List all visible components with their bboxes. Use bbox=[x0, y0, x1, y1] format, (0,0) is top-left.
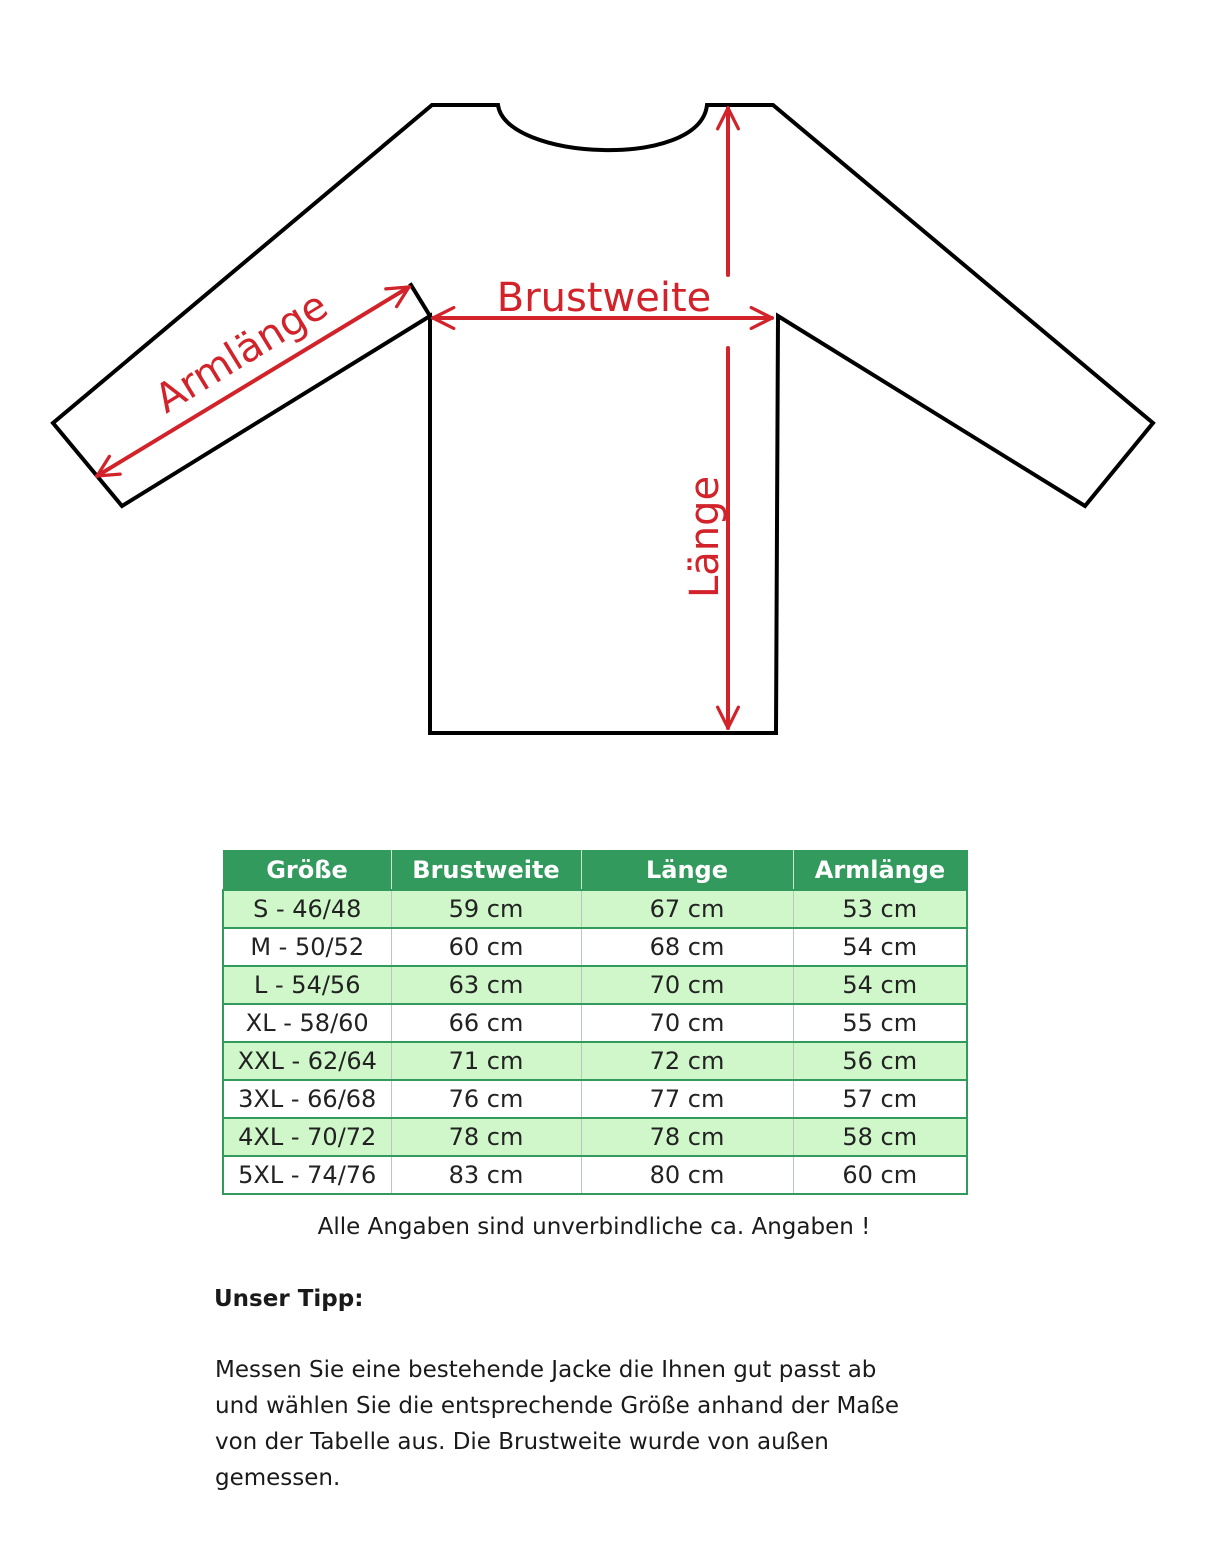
cell-arm-length: 60 cm bbox=[793, 1156, 967, 1194]
header-arm-length: Armlänge bbox=[793, 851, 967, 891]
cell-chest-width: 78 cm bbox=[391, 1118, 581, 1156]
cell-length: 70 cm bbox=[581, 1004, 793, 1042]
measurement-arrows bbox=[97, 108, 772, 728]
table-row bbox=[223, 1156, 967, 1194]
cell-chest-width: 59 cm bbox=[391, 890, 581, 928]
tip-paragraph bbox=[215, 1352, 935, 1496]
tip-line: Messen Sie eine bestehende Jacke die Ihnen gut passt ab bbox=[215, 1357, 877, 1383]
cell-length: 70 cm bbox=[581, 966, 793, 1004]
table-header-row bbox=[223, 851, 967, 891]
cell-arm-length: 58 cm bbox=[793, 1118, 967, 1156]
cell-length: 72 cm bbox=[581, 1042, 793, 1080]
cell-arm-length: 54 cm bbox=[793, 928, 967, 966]
chest-width-label: Brustweite bbox=[496, 275, 712, 321]
cell-length: 78 cm bbox=[581, 1118, 793, 1156]
header-chest-width: Brustweite bbox=[391, 851, 581, 891]
table-row bbox=[223, 890, 967, 928]
table-row bbox=[223, 1042, 967, 1080]
cell-chest-width: 66 cm bbox=[391, 1004, 581, 1042]
table-row bbox=[223, 1080, 967, 1118]
cell-size: L - 54/56 bbox=[223, 966, 391, 1004]
disclaimer-text: Alle Angaben sind unverbindliche ca. Angaben ! bbox=[317, 1214, 871, 1240]
table-row bbox=[223, 1118, 967, 1156]
tip-line: von der Tabelle aus. Die Brustweite wurde von außen bbox=[215, 1429, 829, 1455]
table-row bbox=[223, 966, 967, 1004]
arm-length-arrow bbox=[97, 287, 409, 476]
cell-chest-width: 63 cm bbox=[391, 966, 581, 1004]
cell-chest-width: 76 cm bbox=[391, 1080, 581, 1118]
cell-size: XL - 58/60 bbox=[223, 1004, 391, 1042]
cell-length: 67 cm bbox=[581, 890, 793, 928]
cell-arm-length: 56 cm bbox=[793, 1042, 967, 1080]
cell-length: 68 cm bbox=[581, 928, 793, 966]
length-label: Länge bbox=[682, 475, 728, 598]
cell-arm-length: 55 cm bbox=[793, 1004, 967, 1042]
tip-line: und wählen Sie die entsprechende Größe anhand der Maße bbox=[215, 1393, 900, 1419]
cell-size: S - 46/48 bbox=[223, 890, 391, 928]
tip-line: gemessen. bbox=[215, 1465, 341, 1491]
header-size: Größe bbox=[223, 851, 391, 891]
cell-size: M - 50/52 bbox=[223, 928, 391, 966]
cell-length: 77 cm bbox=[581, 1080, 793, 1118]
size-table bbox=[222, 850, 968, 1195]
cell-arm-length: 54 cm bbox=[793, 966, 967, 1004]
cell-size: 5XL - 74/76 bbox=[223, 1156, 391, 1194]
cell-chest-width: 60 cm bbox=[391, 928, 581, 966]
left-armpit-line bbox=[411, 285, 430, 316]
arm-length-label: Armlänge bbox=[147, 282, 336, 423]
cell-length: 80 cm bbox=[581, 1156, 793, 1194]
tip-heading: Unser Tipp: bbox=[214, 1286, 364, 1312]
cell-chest-width: 83 cm bbox=[391, 1156, 581, 1194]
table-row bbox=[223, 1004, 967, 1042]
cell-size: 3XL - 66/68 bbox=[223, 1080, 391, 1118]
cell-chest-width: 71 cm bbox=[391, 1042, 581, 1080]
cell-size: 4XL - 70/72 bbox=[223, 1118, 391, 1156]
cell-arm-length: 53 cm bbox=[793, 890, 967, 928]
header-length: Länge bbox=[581, 851, 793, 891]
cell-arm-length: 57 cm bbox=[793, 1080, 967, 1118]
jacket-body-outline bbox=[53, 105, 1153, 733]
jacket-outline bbox=[53, 105, 1153, 733]
table-row bbox=[223, 928, 967, 966]
cell-size: XXL - 62/64 bbox=[223, 1042, 391, 1080]
